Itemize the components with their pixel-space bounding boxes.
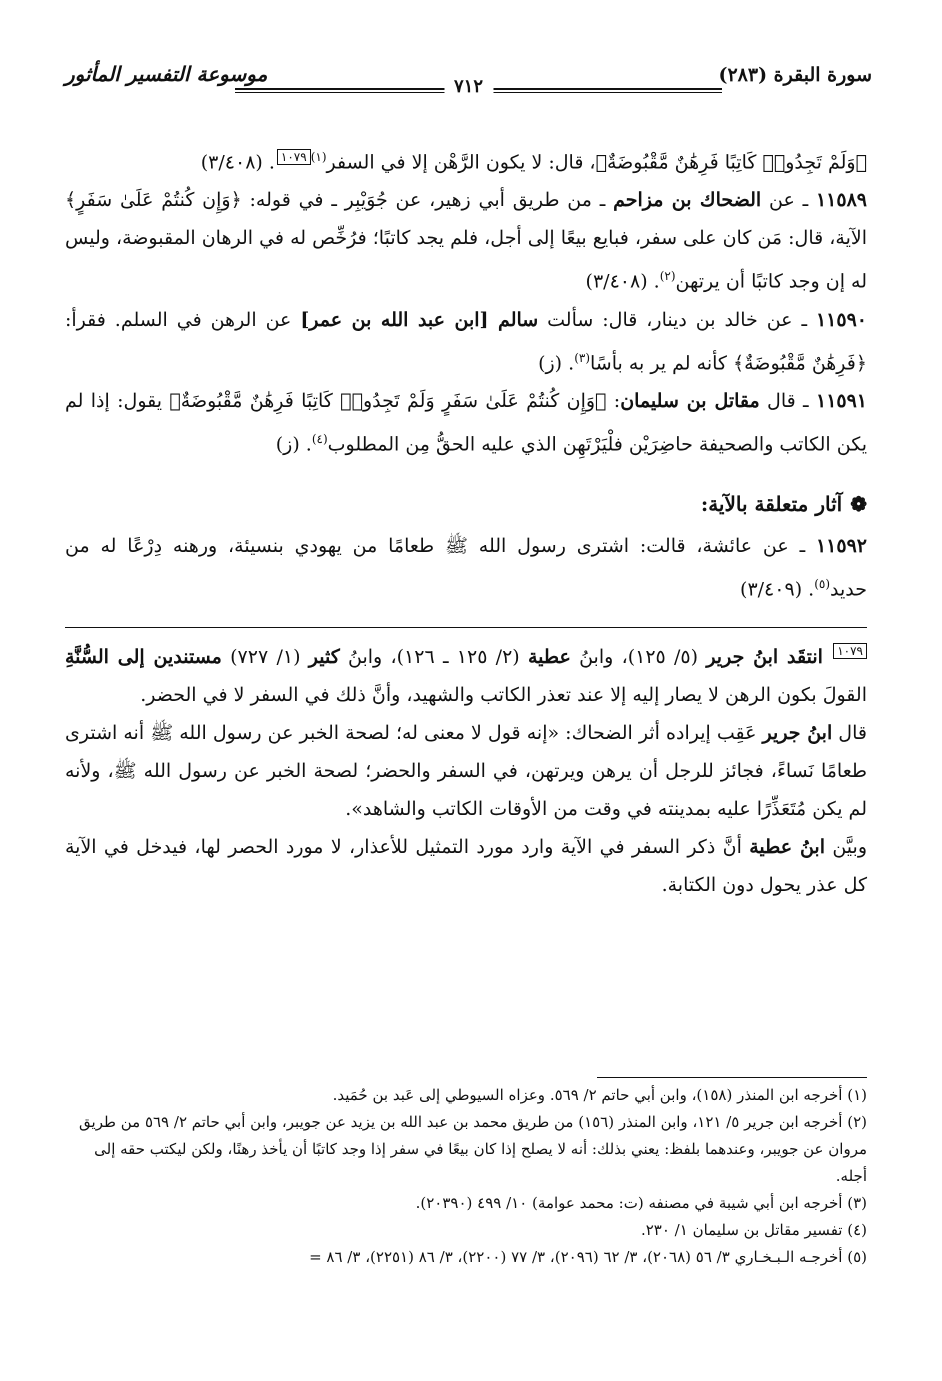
paragraph (65, 138, 867, 181)
volume-ref: . (٣/٤٠٩) (740, 578, 815, 601)
paragraph (65, 181, 867, 300)
commentary-text: عَقِب إيراده أثر الضحاك: «إنه قول لا معنى له؛ لصحة الخبر عن رسول الله ﷺ أنه اشترى طعامًا نَساءً، فجائز للرجل أن يرهن ويرتهن، في السفر والحضر؛ لصحة الخبر عن رسول الله ﷺ، ولأنه لم يكن مُتَعَذِّرًا عليه بمدينته في وقت من الأوقات الكاتب والشاهد». (65, 721, 867, 820)
commentary-text: (٥/ ١٢٥)، وابنُ (570, 645, 707, 668)
surah-title: سورة البقرة (٢٨٣) (718, 64, 872, 86)
paragraph-text: ـ عن خالد بن دينار، قال: سألت (538, 308, 816, 331)
narration-number: ١١٥٩١ (815, 389, 868, 412)
page-number: ٧١٢ (444, 76, 493, 97)
commentary-divider (65, 627, 867, 628)
footnotes-rule (597, 1077, 867, 1078)
section-title: آثار متعلقة بالآية: (700, 492, 843, 517)
commentary-text: أنَّ ذكر السفر في الآية وارد مورد التمثيل للأعذار، لا مورد الحصر لها، فيدخل في الآية كل عذر يحول دون الكتابة. (65, 835, 867, 896)
paragraph-text: ـ قال (759, 389, 816, 412)
header-rule-right (482, 88, 722, 93)
commentary-paragraph (65, 828, 867, 904)
commentary-ref-box[interactable]: ١٠٧٩ (833, 643, 867, 659)
paragraph (65, 382, 867, 463)
paragraph-text: ـ عن (761, 189, 816, 212)
volume-ref: . (ز) (275, 433, 312, 456)
section-heading (65, 485, 867, 523)
paragraph (65, 301, 867, 382)
commentary-text: قال (832, 721, 867, 744)
paragraph-text: عن الرهن في السلم. فقرأ: ﴿فَرِهَٰنٌ مَّقْبُوضَةٌ﴾ كأنه لم ير به بأسًا (65, 308, 867, 374)
commentary-text: القولَ بكون الرهن لا يصار إليه إلا عند تعذر الكاتب والشهيد، وأنَّ ذلك في السفر لا في الحضر. (140, 683, 867, 706)
paragraph-text: ـ عن عائشة، قالت: اشترى رسول الله ﷺ طعامًا من يهودي بنسيئة، ورهنه دِرْعًا له من حديد (65, 535, 867, 601)
volume-ref: . (ز) (538, 351, 575, 374)
scholar-name: عطية (527, 645, 571, 668)
footnote: (٣) أخرجه ابن أبي شيبة في مصنفه (ت: محمد عوامة) ١٠/ ٤٩٩ (٢٠٣٩٠). (415, 1194, 867, 1212)
footnote-marker[interactable]: (٣) (574, 350, 591, 365)
page-header (65, 58, 872, 98)
volume-ref: . (٣/٤٠٨) (200, 151, 275, 174)
commentary-text: (١/ ٧٢٧) (221, 645, 309, 668)
narration-number: ١١٥٩٠ (815, 308, 867, 331)
footnote-marker[interactable]: (١) (310, 150, 327, 164)
flower-ornament-icon: ❁ (850, 492, 867, 517)
volume-ref: . (٣/٤٠٨) (585, 270, 660, 293)
book-title: موسوعة التفسير المأثور (65, 62, 268, 86)
narrator-name: سالم (498, 308, 539, 331)
paragraph (65, 527, 867, 608)
paragraph-text: : ﴿وَإِن كُنتُمْ عَلَىٰ سَفَرٍ وَلَمْ تَجِدُوا۟ كَاتِبًا فَرِهَٰنٌ مَّقْبُوضَةٌ﴾ يقول: إذا لم يكن الكاتب والصحيفة حاضِرَيْن فلْيَرْتَهِن الذي عليه الحقُّ مِن المطلوب (65, 389, 867, 456)
footnote: (٤) تفسير مقاتل بن سليمان ١/ ٢٣٠. (640, 1221, 867, 1239)
scholar-name: كثير (308, 645, 340, 668)
commentary-paragraph (65, 714, 867, 828)
footnotes (65, 1082, 867, 1271)
commentary-text: وبيَّن (825, 835, 867, 858)
emphasis-text: مستندين إلى السُّنَّةِ (65, 645, 222, 668)
narrator-bracket: [ابن عبد الله بن عمر] (300, 308, 499, 331)
footnote: (٢) أخرجه ابن جرير ٥/ ١٢١، وابن المنذر (١٥٦) من طريق محمد بن عبد الله بن يزيد عن جويبر، وابن أبي حاتم ٢/ ٥٦٩ من طريق مروان عن جويبر، وعندهما بلفظ: يعني بذلك: أنه لا يصلح إذا كان بيعًا في سفر إذا وجد كاتبًا أن يأخذ رهنًا، ولكن ليكتب حقه إلى أجله. (79, 1113, 867, 1185)
footnote-marker[interactable]: (٤) (311, 431, 328, 446)
footnote-marker[interactable]: (٢) (659, 269, 676, 284)
main-text (65, 138, 867, 904)
commentary-text: (٢/ ١٢٥ ـ ١٢٦)، وابنُ (339, 645, 528, 668)
footnote: (١) أخرجه ابن المنذر (١٥٨)، وابن أبي حاتم ٢/ ٥٦٩. وعزاه السيوطي إلى عَبد بن حُمَيد. (332, 1086, 867, 1104)
commentary-paragraph (65, 638, 867, 714)
footnote: (٥) أخرجـه الـبـخـاري ٣/ ٥٦ (٢٠٦٨)، ٣/ ٦٢ (٢٠٩٦)، ٣/ ٧٧ (٢٢٠٠)، ٣/ ٨٦ (٢٢٥١)، ٣/ ٨٦ = (309, 1248, 867, 1266)
paragraph-text: ﴿وَلَمْ تَجِدُوا۟ كَاتِبًا فَرِهَٰنٌ مَّقْبُوضَةٌ﴾، قال: لا يكون الرَّهْن إلا في السفر (326, 151, 867, 174)
scholar-name: ابنُ عطية (749, 835, 825, 858)
narration-number: ١١٥٩٢ (815, 535, 867, 558)
narrator-name: الضحاك بن مزاحم (613, 189, 762, 212)
scholar-name: ابنُ جرير (762, 721, 833, 744)
commentary-ref-box[interactable]: ١٠٧٩ (277, 149, 311, 165)
narrator-name: مقاتل بن سليمان (620, 389, 760, 412)
paragraph-text: ـ من طريق أبي زهير، عن جُوَيْبِر ـ في قوله: ﴿وَإِن كُنتُمْ عَلَىٰ سَفَرٍ﴾ الآية، قال: مَن كان على سفر، فبايع بيعًا إلى أجل، فلم يجد كاتبًا؛ فرُخِّص له في الرهان المقبوضة، وليس له إن وجد كاتبًا أن يرتهن (65, 189, 867, 293)
scholar-name: انتقَد ابنُ جرير (706, 645, 823, 668)
header-rule-left (235, 88, 475, 93)
footnote-marker[interactable]: (٥) (814, 577, 831, 592)
narration-number: ١١٥٨٩ (815, 189, 867, 212)
